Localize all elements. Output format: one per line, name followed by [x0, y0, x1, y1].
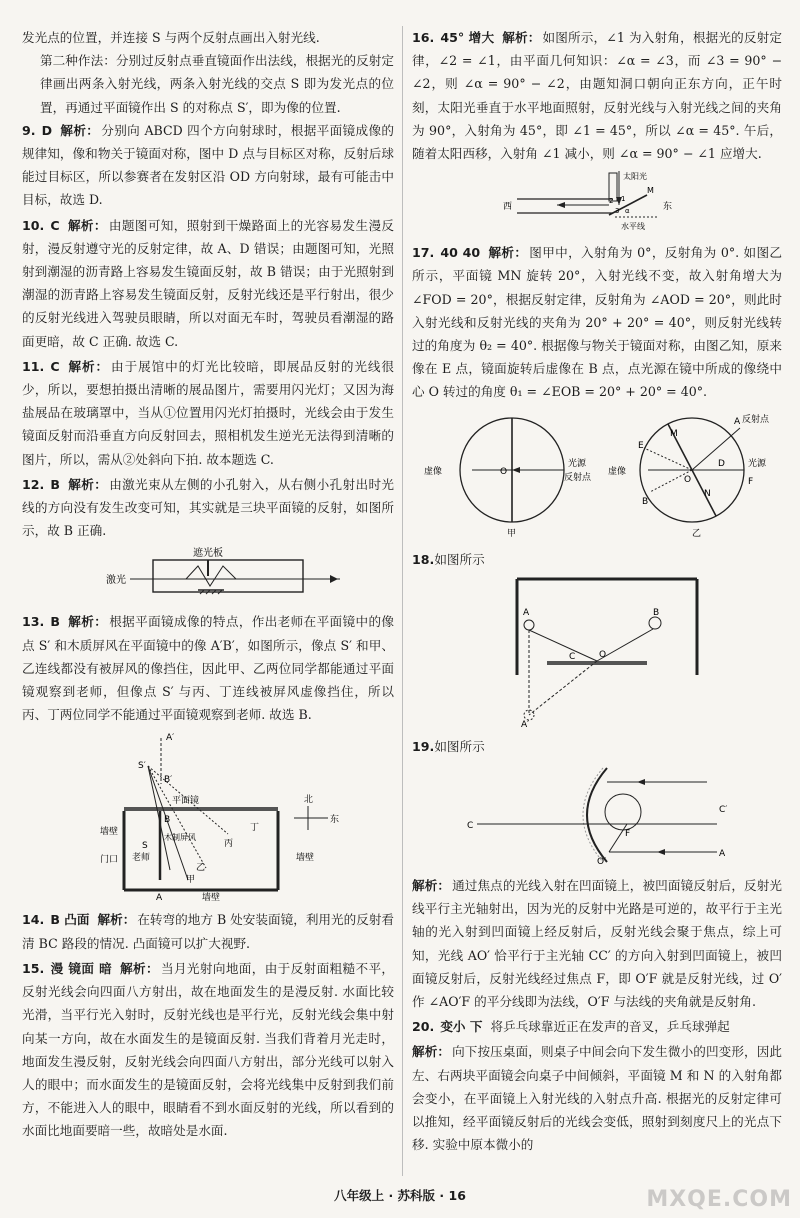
analysis-label: 解析： — [120, 960, 159, 976]
answer: D — [41, 122, 53, 138]
question-14 — [22, 908, 394, 954]
analysis-label: 解析： — [60, 122, 100, 138]
label-B: B — [164, 815, 171, 826]
sun-label: 太阳光 — [623, 172, 647, 182]
answer: B 凸面 — [50, 912, 90, 928]
analysis-label: 解析： — [502, 30, 541, 45]
analysis-label: 解析： — [97, 912, 136, 928]
figure-17-rotating-mirror — [412, 408, 782, 542]
question-number: 14. — [22, 912, 45, 928]
analysis-label: 解析： — [488, 245, 528, 261]
label-F: F — [748, 476, 754, 487]
figure-12-laser-mirrors — [22, 546, 394, 604]
analysis-text: 通过焦点的光线入射在凹面镜上，被凹面镜反射后，反射光线平行主光轴射出，因为光的反射中光路是可逆的，故平行于主光轴的光入射到凹面镜上经反射后，反射光线会聚于焦点，综上可知，光线 AO′ 恰平行于主光轴 CC′ 的方向入射到凹面镜上，被凹面镜反射后，反射光线经过焦点 F，即 O′F 就是反射光线，过 O′ 作 ∠AO′F 的平分线即为法线，O′F 与法线的夹角就是反射角. — [412, 878, 783, 1010]
question-text: 如图所示 — [434, 738, 485, 754]
north-label: 北 — [304, 795, 314, 806]
question-16 — [412, 26, 782, 165]
student-ding: 丁 — [250, 823, 260, 834]
label-C-prime: C′ — [719, 805, 728, 816]
label-A: A — [734, 416, 741, 427]
analysis-text: 向下按压桌面，则桌子中间会向下发生微小的凹变形，因此左、右两块平面镜会向桌子中间倾斜，平面镜 M 和 N 的入射角都会变小，在平面镜上入射光线的入射点升高. 根据光的反射定律可以推知，经平面镜反射后的光线会变低，照射到刻度尺上的光点下移. 实验中原本微小的 — [412, 1044, 783, 1153]
intro-paragraph-1: 发光点的位置，并连接 S 与两个反射点画出入射光线. — [22, 30, 320, 45]
mirror-label: 平面镜 — [172, 796, 200, 807]
label-S-prime: S′ — [138, 761, 146, 772]
right-column — [412, 26, 782, 1158]
question-number: 10. — [22, 217, 45, 233]
question-13 — [22, 610, 394, 726]
analysis-label: 解析： — [67, 614, 108, 630]
virtual-image-label-1: 虚像 — [424, 466, 443, 477]
label-B-prime: B′ — [164, 775, 173, 786]
left-column — [22, 26, 394, 1145]
analysis-label: 解析： — [412, 1044, 451, 1060]
analysis-label: 解析： — [67, 358, 110, 374]
label-E: E — [638, 440, 644, 451]
source-label-2: 光源 — [748, 458, 767, 469]
question-9 — [22, 119, 394, 212]
question-number: 15. — [22, 960, 45, 976]
analysis-text: 图甲中，入射角为 0°，反射角为 0°. 如图乙所示，平面镜 MN 旋转 20°，入射光线不变，故入射角增大为 ∠FOD = 20°，根据反射定律，反射角为 ∠AOD = 20°，则此时入射光线和反射光线的夹角为 20° + 20° = 40°，则反射光线转过的角度为 θ₂ = 40°. 根据像与物关于镜面对称，由图乙知，原来像在 E 点，镜面旋转后虚像在 B 点，点光源在镜中所成的像绕中心 O 转过的角度 θ₁ = ∠EOB = 20° + 20° = 40°. — [412, 245, 783, 400]
label-A: A — [523, 607, 530, 618]
question-number: 19. — [412, 738, 435, 754]
question-number: 16. — [412, 30, 435, 45]
label-N: N — [704, 488, 711, 499]
label-O-2: O — [684, 474, 692, 485]
east-label: 东 — [330, 815, 340, 826]
angle-3: 3 — [615, 207, 620, 216]
column-divider — [402, 26, 403, 1176]
answer: C — [50, 217, 60, 233]
analysis-label: 解析： — [67, 476, 108, 492]
answer: 40 40 — [440, 245, 481, 261]
figure-18-ball-mirror — [412, 575, 782, 729]
label-F: F — [625, 829, 631, 840]
question-text: 如图所示 — [434, 551, 485, 567]
board-label: 遮光板 — [193, 548, 223, 560]
wall-label-bottom: 墙壁 — [202, 893, 221, 903]
label-A-prime: A′ — [166, 733, 175, 744]
west-label: 西 — [503, 202, 513, 213]
angle-2: 2 — [609, 197, 614, 206]
question-10 — [22, 214, 394, 353]
label-B: B — [653, 607, 660, 618]
intro-paragraph-2: 第二种作法：分别过反射点垂直镜面作出法线，根据光的反射定律画出两条入射光线，两条入射光线的交点 S 即为发光点的位置，再通过平面镜作出 S 的对称点 S′，即为像的位置. — [40, 53, 394, 115]
label-O-1: O — [500, 466, 508, 477]
label-A: A — [156, 893, 163, 903]
source-label-1: 光源 — [568, 458, 587, 469]
analysis-text: 由题图可知，照射到干燥路面上的光容易发生漫反射，漫反射遵守光的反射定律，故 A、D 错误；由题图可知，光照射到潮湿的沥青路上容易发生镜面反射，故 B 错误；由于光照射到潮湿的沥青路上容易发生镜面反射，反射光线还是平行射出，很少的反射光线进入驾驶员眼睛，所以对面无车时，驾驶员看潮湿的路面更暗，故 C 正确. 故选 C. — [22, 217, 395, 349]
question-11 — [22, 355, 394, 471]
question-number: 13. — [22, 614, 45, 630]
figure-16-cave-mirror — [412, 169, 782, 235]
question-20-analysis — [412, 1040, 782, 1156]
analysis-text: 根据平面镜成像的特点，作出老师在平面镜中的像点 S′ 和木质屏风在平面镜中的像 A′B′，如图所示，像点 S′ 和甲、乙连线都没有被屏风的像挡住，因此甲、乙两位同学都能通过平面镜观察到老师，但像点 S′ 与丙、丁连线被屏风虚像挡住，所以丙、丁两位同学不能通过平面镜观察到老师. 故选 B. — [22, 614, 395, 723]
horizon-label: 水平线 — [621, 222, 645, 232]
question-19 — [412, 735, 782, 758]
question-12 — [22, 473, 394, 543]
question-number: 20. — [412, 1019, 435, 1035]
label-M: M — [647, 186, 654, 196]
answer: 45° 增大 — [440, 30, 495, 45]
label-C: C — [467, 821, 474, 832]
label-D: D — [718, 458, 725, 469]
label-A-prime: A′ — [521, 719, 530, 729]
student-yi: 乙 — [196, 863, 206, 874]
question-number: 11. — [22, 358, 45, 374]
answer: C — [50, 358, 60, 374]
angle-alpha: α — [625, 207, 630, 216]
question-15 — [22, 957, 394, 1143]
figure-19-concave-mirror — [412, 762, 782, 868]
label-A: A — [719, 849, 726, 860]
figure-13-classroom-mirror — [22, 730, 394, 902]
question-17 — [412, 241, 782, 403]
question-number: 17. — [412, 245, 435, 261]
analysis-text: 如图所示，∠1 为入射角，根据光的反射定律，∠2 = ∠1，由平面几何知识：∠α = ∠3，而 ∠3 = 90° − ∠2，则 ∠α = 90° − ∠2，由题知洞口朝向正东方向，正午时刻，太阳光垂直于水平地面照射，反射光线与入射光线之间的夹角为 90°，入射角为 45°，即 ∠1 = 45°，所以 ∠α = 45°. 午后，随着太阳西移，入射角 ∠1 减小，则 ∠α = 90° − ∠1 应增大. — [412, 30, 782, 162]
question-20 — [412, 1015, 782, 1038]
reflection-label-2: 反射点 — [742, 414, 770, 425]
analysis-text: 当月光射向地面，由于反射面粗糙不平，反射光线会向四面八方射出，故在地面发生的是漫反射. 水面比较光滑，当平行光入射时，反射光线也是平行光，反射光线会集中射向某一方向，故在水面发生的是镜面反射. 当我们背着月光走时，地面发生漫反射，反射光线会向四面八方射出，部分光线可以射入人的眼中；而水面发生的是镜面反射，会将光线集中反射到我们前方，不能进入人的眼中，眼睛看不到水面反射的光线，所以看到的水面比地面要暗一些，故暗处是水面. — [22, 960, 395, 1139]
analysis-text: 由激光束从左侧的小孔射入，从右侧小孔射出时光线的方向没有发生改变可知，其实就是三块平面镜的反射，如图所示，故 B 正确. — [22, 476, 395, 539]
virtual-image-label-2: 虚像 — [608, 466, 627, 477]
analysis-label: 解析： — [412, 878, 451, 894]
angle-1: 1 — [621, 195, 626, 204]
watermark: MXQE.COM — [646, 1187, 792, 1212]
label-M: M — [670, 428, 678, 439]
question-number: 12. — [22, 476, 45, 492]
question-18 — [412, 548, 782, 571]
student-bing: 丙 — [224, 839, 234, 850]
label-C: C — [569, 651, 576, 662]
question-number: 9. — [22, 122, 36, 138]
figure-yi: 乙 — [692, 528, 702, 539]
screen-label: 木制屏风 — [164, 833, 196, 843]
label-O-prime: O′ — [597, 857, 607, 868]
label-B: B — [642, 496, 649, 507]
answer: B — [50, 614, 60, 630]
analysis-label: 解析： — [67, 217, 107, 233]
analysis-text: 在转弯的地方 B 处安装面镜，利用光的反射看清 BC 路段的情况. 凸面镜可以扩大视野. — [22, 912, 395, 951]
question-19-analysis — [412, 874, 782, 1013]
answer-text: 将乒乓球靠近正在发声的音叉，乒乓球弹起 — [490, 1019, 730, 1035]
label-O: O — [599, 649, 607, 660]
question-number: 18. — [412, 551, 435, 567]
teacher-label: 老师 — [132, 853, 151, 864]
laser-label: 激光 — [106, 575, 126, 587]
wall-label-left: 墙壁 — [100, 827, 119, 838]
student-jia: 甲 — [186, 875, 196, 886]
answer: B — [50, 476, 60, 492]
east-label: 东 — [663, 202, 673, 213]
analysis-text: 由于展馆中的灯光比较暗，即展品反射的光线很少，所以，要想拍摄出清晰的展品图片，需要用闪光灯；又因为海盐展品在玻璃罩中，当从①位置用闪光灯拍摄时，光线会由于发生镜面反射而沿垂直方向反射回去，照相机发生逆光无法得到清晰的图片，所以，需从②处斜向下拍. 故本题选 C. — [22, 358, 395, 467]
figure-jia: 甲 — [507, 528, 517, 539]
page-footer: 八年级上 · 苏科版 · 16 — [334, 1188, 466, 1203]
analysis-text: 分别向 ABCD 四个方向射球时，根据平面镜成像的规律知，像和物关于镜面对称，图中 D 点与目标区对称，反射后球能过目标区，所以参赛者在发射区沿 OD 方向射球，最有可能击中目标，故选 D. — [22, 122, 395, 208]
reflection-label-1: 反射点 — [564, 472, 592, 483]
label-S: S — [142, 841, 148, 852]
door-label: 门口 — [100, 855, 119, 866]
wall-label-right: 墙壁 — [296, 853, 315, 864]
answer: 漫 镜面 暗 — [50, 960, 113, 976]
answer: 变小 下 — [440, 1019, 483, 1035]
